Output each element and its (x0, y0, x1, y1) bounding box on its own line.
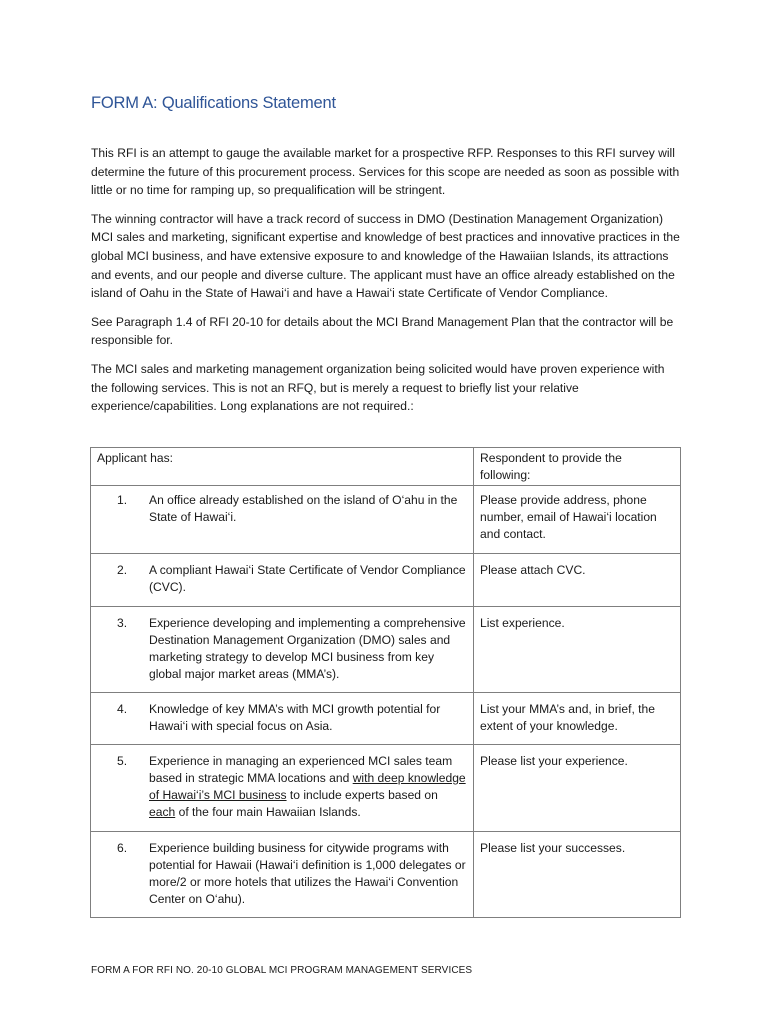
underlined-phrase: with deep knowledge of Hawai‘i’s MCI business (149, 771, 466, 802)
intro-body (91, 144, 683, 426)
row-number: 4. (117, 702, 128, 716)
table-row (91, 745, 681, 832)
underlined-word: each (149, 805, 176, 819)
row-number: 1. (117, 493, 128, 507)
table-row (91, 554, 681, 607)
page-footer: FORM A FOR RFI NO. 20-10 GLOBAL MCI PROGRAM MANAGEMENT SERVICES (91, 965, 473, 976)
row-number: 2. (117, 563, 128, 577)
applicant-text: Experience building business for citywide programs with potential for Hawaii (Hawai‘i definition is 1,000 delegates or more/2 or more hotels that utilizes the Hawai‘i Convention Center on O‘ahu). (149, 841, 466, 906)
applicant-cell (91, 693, 474, 745)
applicant-cell (91, 832, 474, 918)
applicant-cell (91, 486, 474, 554)
qualifications-table (90, 447, 681, 918)
respondent-cell: Please attach CVC. (474, 554, 681, 607)
header-applicant: Applicant has: (91, 448, 474, 486)
paragraph-intro: This RFI is an attempt to gauge the available market for a prospective RFP. Responses to this RFI survey will determine the future of this procurement process. Services for this scope are needed as soon as possible with little or no time for ramping up, so prequalification will be stringent. (91, 146, 680, 198)
row-number: 6. (117, 841, 128, 855)
applicant-text (149, 753, 467, 821)
header-respondent: Respondent to provide the following: (474, 448, 681, 486)
applicant-text-part: Experience in managing an experienced MCI sales team based in strategic MMA locations and (149, 754, 453, 785)
table-header-row (91, 448, 681, 486)
applicant-text-part: to include experts based on (286, 788, 438, 802)
table-row (91, 693, 681, 745)
applicant-cell (91, 745, 474, 832)
applicant-text: Experience developing and implementing a comprehensive Destination Management Organization (DMO) sales and marketing strategy to develop MCI business from key global major market areas (MMA’s). (149, 616, 466, 681)
applicant-text: An office already established on the island of O‘ahu in the State of Hawai‘i. (149, 493, 458, 524)
table-row (91, 832, 681, 918)
respondent-cell: Please provide address, phone number, email of Hawai‘i location and contact. (474, 486, 681, 554)
applicant-text: Knowledge of key MMA’s with MCI growth potential for Hawai‘i with special focus on Asia. (149, 702, 441, 733)
form-title: FORM A: Qualifications Statement (91, 94, 336, 112)
table-row (91, 486, 681, 554)
respondent-cell: Please list your experience. (474, 745, 681, 832)
paragraph-services: The MCI sales and marketing management organization being solicited would have proven experience with the following services. This is not an RFQ, but is merely a request to briefly list your relative experience/capabilities. Long explanations are not required.: (91, 361, 665, 414)
paragraph-winning-contractor: The winning contractor will have a track record of success in DMO (Destination Management Organization) MCI sales and marketing, significant expertise and knowledge of best practices and innovative practices in the global MCI business, and have extensive exposure to and knowledge of the Hawaiian Islands, its attractions and events, and our people and diverse culture. The applicant must have an office already established on the island of Oahu in the State of Hawai‘i and have a Hawai‘i state Certificate of Vendor Compliance. (91, 211, 680, 301)
respondent-cell: List your MMA’s and, in brief, the extent of your knowledge. (474, 693, 681, 745)
table-row (91, 607, 681, 693)
applicant-text: A compliant Hawai‘i State Certificate of Vendor Compliance (CVC). (149, 563, 466, 594)
row-number: 5. (117, 754, 128, 768)
respondent-cell: List experience. (474, 607, 681, 693)
paragraph-see-paragraph: See Paragraph 1.4 of RFI 20-10 for details about the MCI Brand Management Plan that the contractor will be responsible for. (91, 314, 674, 348)
applicant-cell (91, 554, 474, 607)
applicant-cell (91, 607, 474, 693)
respondent-cell: Please list your successes. (474, 832, 681, 918)
row-number: 3. (117, 616, 128, 630)
applicant-text-part: of the four main Hawaiian Islands. (175, 805, 361, 819)
